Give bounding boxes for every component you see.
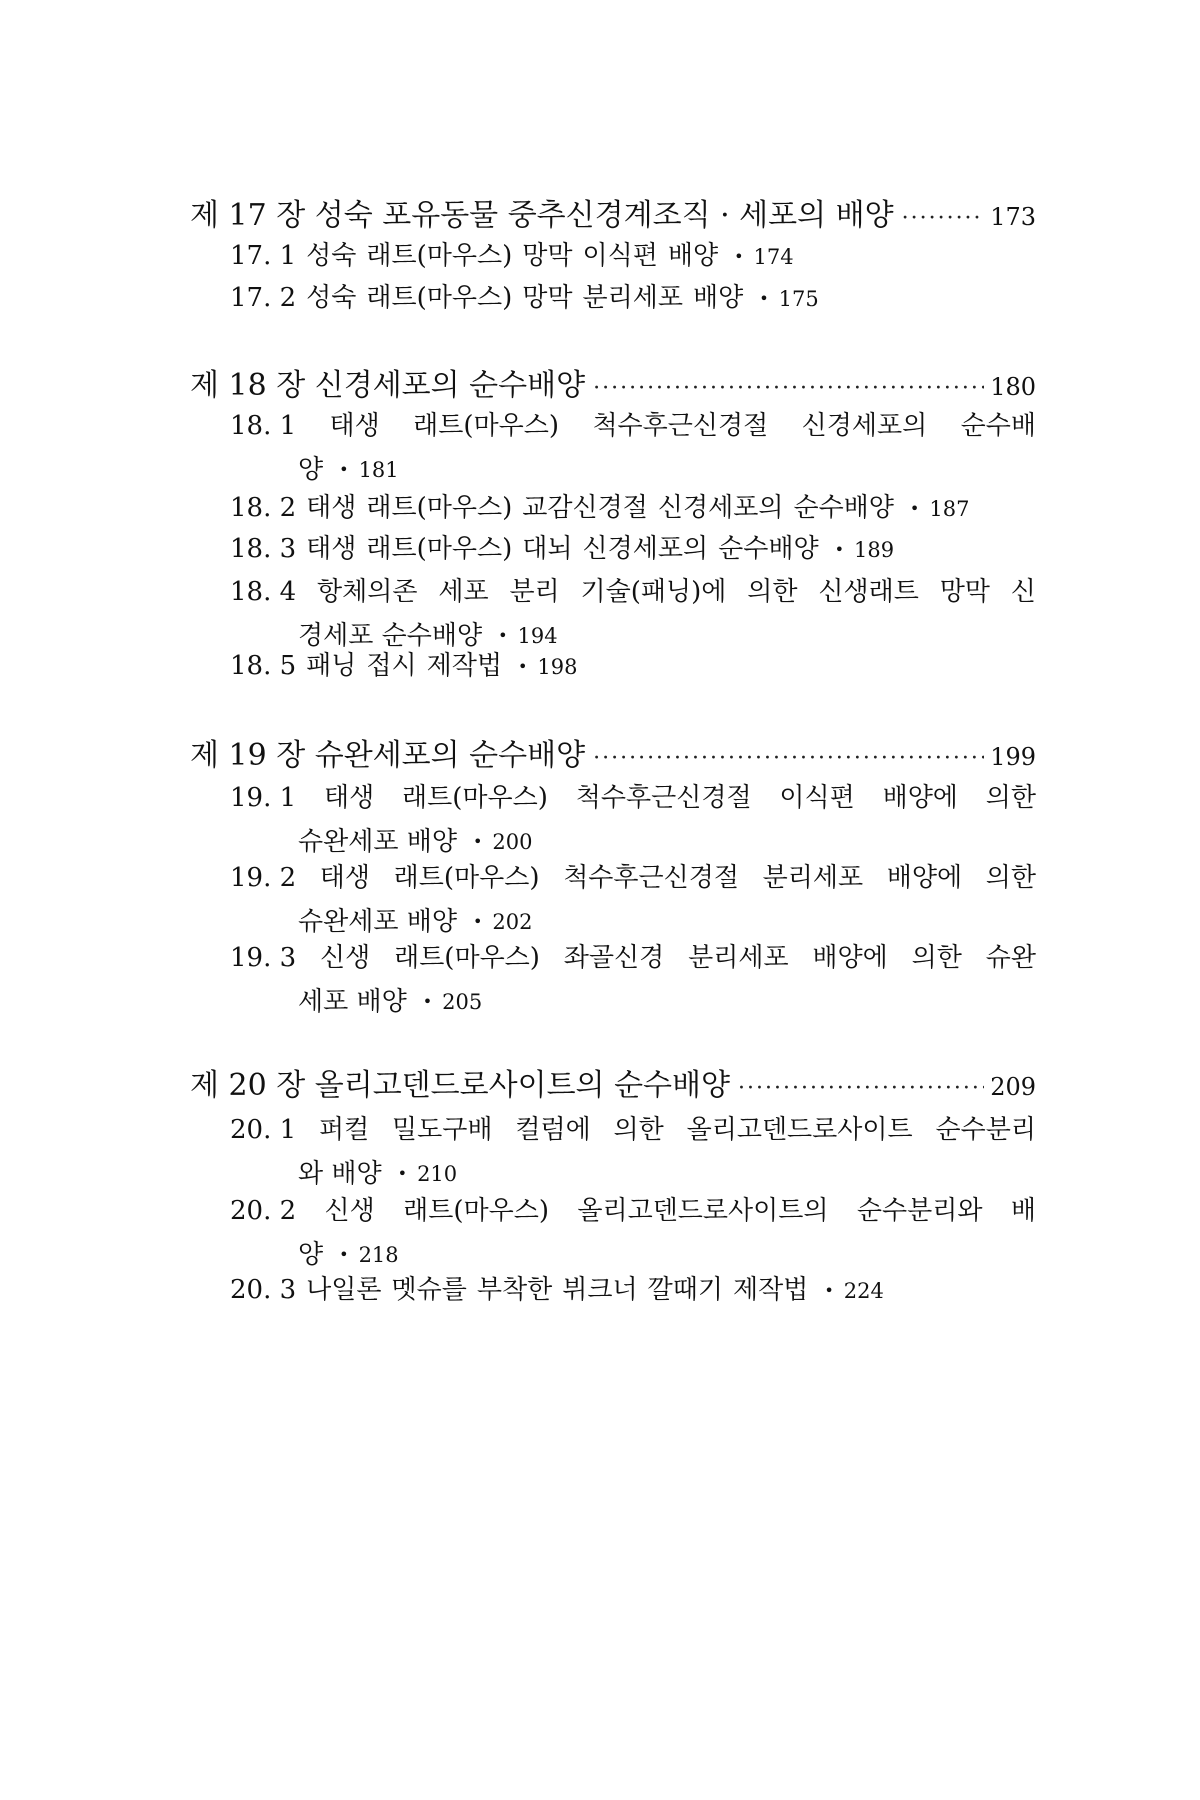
section-line xyxy=(230,404,1036,448)
chapter-heading[interactable] xyxy=(190,360,1036,404)
section-entry[interactable] xyxy=(230,276,1036,321)
section-word: 래트(마우스) xyxy=(402,783,548,813)
dot-leader xyxy=(593,376,984,401)
section-word: 분리세포 xyxy=(688,943,789,973)
section-page-number: 175 xyxy=(778,287,819,311)
section-line xyxy=(230,234,1036,279)
section-word: 성숙 xyxy=(306,283,357,313)
section-word: 배 xyxy=(1010,1196,1036,1226)
section-word: 순수분리와 xyxy=(856,1196,983,1226)
section-word: 태생 xyxy=(306,534,357,564)
section-word: 래트(마우스) xyxy=(403,1196,549,1226)
section-word: 좌골신경 xyxy=(563,943,665,973)
section-number: 18. 5 xyxy=(230,651,297,681)
section-line xyxy=(230,527,1036,572)
section-word: 배양 xyxy=(667,241,719,271)
section-word: 래트(마우스) xyxy=(366,241,513,271)
chapter-heading[interactable] xyxy=(190,190,1036,234)
chapter-page-number: 173 xyxy=(990,203,1036,231)
section-word: 항체의존 xyxy=(317,577,418,607)
section-word: 배양에 xyxy=(886,863,963,893)
bullet-separator: • xyxy=(422,992,433,1011)
section-word: 신생래트 xyxy=(818,577,919,607)
section-word: 래트(마우스) xyxy=(413,411,560,441)
bullet-separator: • xyxy=(498,626,508,645)
section-number: 17. 1 xyxy=(230,241,297,271)
section-word: 래트(마우스) xyxy=(394,943,540,973)
section-word: 배양 xyxy=(692,283,744,313)
section-number: 18. 1 xyxy=(230,411,297,441)
section-entry[interactable] xyxy=(230,856,1036,944)
section-word: 성숙 xyxy=(306,241,357,271)
section-page-number: 202 xyxy=(492,910,533,934)
section-continuation: 세포 배양 xyxy=(298,987,407,1017)
section-entry[interactable] xyxy=(230,1108,1036,1196)
section-line-continued xyxy=(230,980,1036,1024)
section-word: 나일론 xyxy=(306,1275,382,1305)
chapter-heading[interactable] xyxy=(190,730,1036,774)
section-entry[interactable] xyxy=(230,1189,1036,1277)
section-tail xyxy=(668,234,804,279)
section-entry[interactable] xyxy=(230,486,1036,531)
section-word: 배양에 xyxy=(882,783,958,813)
section-word: 슈완 xyxy=(985,943,1036,973)
section-word: 순수배 xyxy=(960,411,1036,441)
section-word: 접시 xyxy=(366,651,417,681)
section-word: 깔때기 xyxy=(647,1275,723,1305)
bullet-separator: • xyxy=(472,832,483,851)
section-number: 19. 3 xyxy=(230,943,297,973)
section-entry[interactable] xyxy=(230,1268,1036,1313)
section-number: 20. 1 xyxy=(230,1115,297,1145)
section-line xyxy=(230,1108,1036,1152)
section-number: 20. 2 xyxy=(230,1196,297,1226)
section-page-number: 218 xyxy=(358,1243,399,1267)
section-word: 이식편 xyxy=(582,241,658,271)
section-word: 이식편 xyxy=(779,783,855,813)
section-page-number: 174 xyxy=(753,245,794,269)
bullet-separator: • xyxy=(834,540,844,559)
section-word: 뷔크너 xyxy=(562,1275,638,1305)
section-page-number: 189 xyxy=(854,538,895,562)
section-word: 태생 xyxy=(323,783,375,813)
section-word: 망막 xyxy=(522,241,573,271)
bullet-separator: • xyxy=(734,247,744,266)
section-word: 패닝 xyxy=(306,651,357,681)
section-number: 20. 3 xyxy=(230,1275,297,1305)
bullet-separator: • xyxy=(339,1245,349,1264)
bullet-separator: • xyxy=(397,1164,408,1183)
bullet-separator: • xyxy=(472,912,483,931)
section-page-number: 210 xyxy=(417,1162,458,1186)
section-word: 태생 xyxy=(329,411,380,441)
section-word: 멧슈를 xyxy=(391,1275,467,1305)
section-word: 척수후근신경절 xyxy=(563,863,739,893)
section-line xyxy=(230,856,1036,900)
section-number: 18. 2 xyxy=(230,493,297,523)
chapter-page-number: 180 xyxy=(990,373,1036,401)
section-tail xyxy=(427,644,588,689)
chapter-page-number: 209 xyxy=(990,1073,1036,1101)
section-number: 19. 2 xyxy=(230,863,297,893)
section-page-number: 181 xyxy=(358,458,399,482)
chapter-page-number: 199 xyxy=(990,743,1036,771)
bullet-separator: • xyxy=(339,460,349,479)
bullet-separator: • xyxy=(909,499,920,518)
bullet-separator: • xyxy=(517,657,528,676)
section-word: 밀도구배 xyxy=(392,1115,493,1145)
section-entry[interactable] xyxy=(230,404,1036,492)
section-word: 신 xyxy=(1010,577,1036,607)
dot-leader xyxy=(902,206,985,231)
section-word: 태생 xyxy=(306,493,357,523)
section-word: 의한 xyxy=(747,577,798,607)
section-page-number: 224 xyxy=(843,1279,884,1303)
section-word: 올리고덴드로사이트 xyxy=(686,1115,913,1145)
section-continuation: 와 배양 xyxy=(298,1159,382,1189)
section-line xyxy=(230,1189,1036,1233)
section-number: 19. 1 xyxy=(230,783,297,813)
chapter-title: 제 19 장 슈완세포의 순수배양 xyxy=(190,738,586,773)
section-word: 퍼컬 xyxy=(318,1115,370,1145)
section-word: 신경세포의 xyxy=(801,411,928,441)
section-word: 의한 xyxy=(613,1115,664,1145)
section-line xyxy=(230,644,1036,689)
section-tail xyxy=(718,527,904,572)
section-entry[interactable] xyxy=(230,936,1036,1024)
section-word: 배양에 xyxy=(812,943,888,973)
section-word: 제작법 xyxy=(426,651,502,681)
section-word: 분리세포 xyxy=(582,283,683,313)
section-line xyxy=(230,936,1036,980)
chapter-title: 제 17 장 성숙 포유동물 중추신경계조직 · 세포의 배양 xyxy=(190,198,894,233)
section-word: 순수배양 xyxy=(793,493,894,523)
section-continuation: 양 xyxy=(298,1240,324,1270)
bullet-separator: • xyxy=(759,289,769,308)
section-word: 올리고덴드로사이트의 xyxy=(577,1196,829,1226)
section-word: 교감신경절 xyxy=(522,493,648,523)
section-word: 의한 xyxy=(985,863,1036,893)
section-word: 래트(마우스) xyxy=(366,534,513,564)
section-continuation: 경세포 순수배양 xyxy=(298,621,483,651)
dot-leader xyxy=(738,1076,984,1101)
section-entry[interactable] xyxy=(230,527,1036,572)
section-word: 분리 xyxy=(509,577,560,607)
section-word: 제작법 xyxy=(732,1275,809,1305)
section-tail xyxy=(793,486,979,531)
section-word: 척수후근신경절 xyxy=(592,411,769,441)
section-page-number: 187 xyxy=(929,497,970,521)
section-line xyxy=(230,570,1036,614)
section-entry[interactable] xyxy=(230,644,1036,689)
bullet-separator: • xyxy=(824,1281,834,1300)
section-word: 순수배양 xyxy=(718,534,819,564)
section-line xyxy=(230,1268,1036,1313)
section-continuation: 슈완세포 배양 xyxy=(298,827,457,857)
section-word: 망막 xyxy=(939,577,990,607)
section-word: 분리세포 xyxy=(762,863,864,893)
section-word: 순수분리 xyxy=(935,1115,1036,1145)
section-tail xyxy=(733,1268,894,1313)
chapter-title: 제 20 장 올리고덴드로사이트의 순수배양 xyxy=(190,1068,730,1103)
section-word: 컬럼에 xyxy=(515,1115,591,1145)
section-page-number: 200 xyxy=(492,830,533,854)
section-word: 신경세포의 xyxy=(582,534,709,564)
section-continuation: 슈완세포 배양 xyxy=(298,907,457,937)
section-word: 의한 xyxy=(985,783,1036,813)
section-word: 래트(마우스) xyxy=(393,863,540,893)
section-line xyxy=(230,486,1036,531)
section-word: 신경세포의 xyxy=(657,493,784,523)
section-tail xyxy=(693,276,829,321)
section-word: 래트(마우스) xyxy=(366,493,513,523)
section-number: 18. 4 xyxy=(230,577,297,607)
section-page-number: 198 xyxy=(537,655,578,679)
section-line xyxy=(230,276,1036,321)
section-word: 대뇌 xyxy=(522,534,573,564)
section-word: 의한 xyxy=(911,943,962,973)
section-entry[interactable] xyxy=(230,234,1036,279)
section-word: 신생 xyxy=(324,1196,375,1226)
section-number: 18. 3 xyxy=(230,534,297,564)
dot-leader xyxy=(593,746,984,771)
section-word: 망막 xyxy=(522,283,573,313)
section-word: 부착한 xyxy=(476,1275,553,1305)
section-line xyxy=(230,776,1036,820)
section-word: 래트(마우스) xyxy=(366,283,513,313)
section-entry[interactable] xyxy=(230,776,1036,864)
section-word: 신생 xyxy=(320,943,371,973)
section-continuation: 양 xyxy=(298,455,324,485)
section-word: 척수후근신경절 xyxy=(575,783,752,813)
section-number: 17. 2 xyxy=(230,283,297,313)
section-word: 세포 xyxy=(438,577,489,607)
chapter-title: 제 18 장 신경세포의 순수배양 xyxy=(190,368,586,403)
chapter-heading[interactable] xyxy=(190,1060,1036,1104)
section-word: 태생 xyxy=(319,863,371,893)
section-word: 기술(패닝)에 xyxy=(580,577,727,607)
section-page-number: 194 xyxy=(517,624,558,648)
section-page-number: 205 xyxy=(442,990,483,1014)
